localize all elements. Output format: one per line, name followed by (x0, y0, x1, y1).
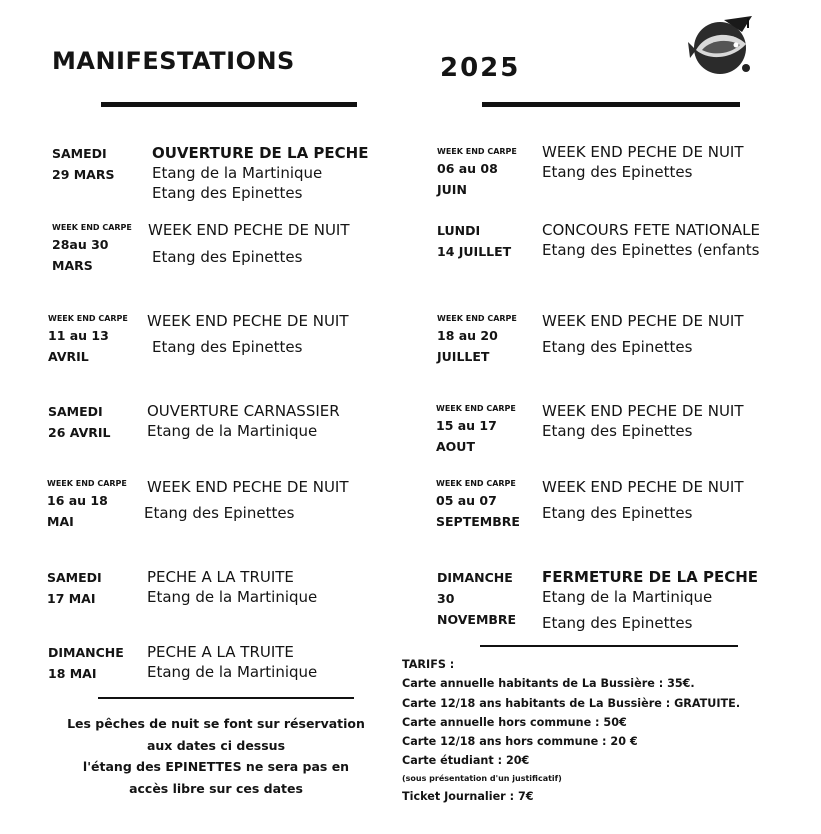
event-place: Etang de la Martinique (152, 164, 323, 182)
event-tag: WEEK END CARPE (437, 147, 517, 156)
tarifs-block (402, 655, 740, 806)
tarif-line: Carte étudiant : 20€ (402, 754, 530, 768)
event-place: Etang des Epinettes (542, 504, 693, 522)
event-place: Etang de la Martinique (147, 422, 318, 440)
year-title: 2025 (440, 53, 521, 83)
event-date: LUNDI 14 JUILLET (437, 223, 512, 259)
event-date: DIMANCHE 30 NOVEMBRE (437, 570, 517, 627)
event-place: Etang des Epinettes (152, 338, 303, 356)
event-details (542, 567, 758, 633)
header-rule-left (101, 102, 357, 107)
divider-left (98, 697, 354, 699)
event-tag: WEEK END CARPE (52, 223, 132, 232)
event-date: WEEK END CARPE 28au 30 MARS (52, 223, 132, 273)
event-title: PECHE A LA TRUITE (147, 643, 294, 661)
event-date: WEEK END CARPE 18 au 20 JUILLET (437, 314, 517, 364)
event-date: DIMANCHE 18 MAI (48, 645, 124, 681)
event-date: WEEK END CARPE 05 au 07 SEPTEMBRE (436, 479, 520, 529)
night-fishing-notice: Les pêches de nuit se font sur réservation aux dates ci dessus l'étang des EPINETTES ne sera pas en accès libre sur ces dates (67, 716, 365, 796)
event-tag: WEEK END CARPE (47, 479, 127, 488)
event-place: Etang des Epinettes (enfants (542, 241, 760, 259)
event-date: SAMEDI 17 MAI (47, 570, 102, 606)
header-rule-right (482, 102, 740, 107)
event-title: WEEK END PECHE DE NUIT (542, 143, 744, 161)
event-details (542, 311, 744, 357)
event-place: Etang des Epinettes (152, 184, 303, 202)
event-title: FERMETURE DE LA PECHE (542, 568, 759, 586)
event-date: WEEK END CARPE 11 au 13 AVRIL (48, 314, 128, 364)
event-details (542, 477, 744, 523)
event-title: OUVERTURE DE LA PECHE (152, 144, 369, 162)
event-details (147, 642, 317, 682)
event-details (147, 401, 340, 441)
tarif-line: Carte annuelle hors commune : 50€ (402, 715, 627, 729)
event-place: Etang des Epinettes (144, 504, 295, 522)
event-details (144, 477, 349, 523)
page-title: MANIFESTATIONS (52, 47, 295, 75)
tarif-note: (sous présentation d'un justificatif) (402, 773, 562, 783)
event-tag: WEEK END CARPE (436, 404, 516, 413)
event-place: Etang des Epinettes (542, 422, 693, 440)
event-title: WEEK END PECHE DE NUIT (148, 221, 350, 239)
event-date: SAMEDI 26 AVRIL (48, 404, 111, 440)
tarif-line: Carte 12/18 ans habitants de La Bussière : GRATUITE. (402, 696, 741, 710)
event-title: CONCOURS FETE NATIONALE (542, 221, 761, 239)
event-title: OUVERTURE CARNASSIER (147, 402, 340, 420)
event-details (148, 220, 350, 267)
event-title: PECHE A LA TRUITE (147, 568, 294, 586)
event-details (542, 401, 744, 441)
event-details (147, 567, 317, 607)
event-title: WEEK END PECHE DE NUIT (542, 402, 744, 420)
event-tag: WEEK END CARPE (437, 314, 517, 323)
event-title: WEEK END PECHE DE NUIT (542, 478, 744, 496)
event-place: Etang de la Martinique (147, 663, 318, 681)
event-place: Etang des Epinettes (542, 614, 693, 632)
event-tag: WEEK END CARPE (48, 314, 128, 323)
event-place: Etang des Epinettes (152, 248, 303, 266)
divider-right (480, 645, 738, 647)
tarif-line: Ticket Journalier : 7€ (402, 789, 534, 803)
event-date: WEEK END CARPE 06 au 08 JUIN (437, 147, 517, 197)
event-title: WEEK END PECHE DE NUIT (147, 312, 349, 330)
event-place: Etang de la Martinique (147, 588, 318, 606)
event-date: WEEK END CARPE 16 au 18 MAI (47, 479, 127, 529)
event-place: Etang des Epinettes (542, 338, 693, 356)
event-tag: WEEK END CARPE (436, 479, 516, 488)
event-date: WEEK END CARPE 15 au 17 AOUT (436, 404, 516, 454)
carp-fish-logo-icon (688, 14, 754, 78)
tarif-line: Carte annuelle habitants de La Bussière : 35€. (402, 677, 695, 691)
event-place: Etang des Epinettes (542, 163, 693, 181)
event-details (152, 143, 368, 203)
event-title: WEEK END PECHE DE NUIT (542, 312, 744, 330)
tarifs-heading: TARIFS : (402, 658, 455, 671)
event-date: SAMEDI 29 MARS (52, 146, 115, 182)
event-title: WEEK END PECHE DE NUIT (147, 478, 349, 496)
event-details (147, 311, 349, 357)
event-place: Etang de la Martinique (542, 588, 713, 606)
tarif-line: Carte 12/18 ans hors commune : 20 € (402, 735, 638, 749)
event-details (542, 220, 821, 260)
event-details (542, 142, 744, 182)
